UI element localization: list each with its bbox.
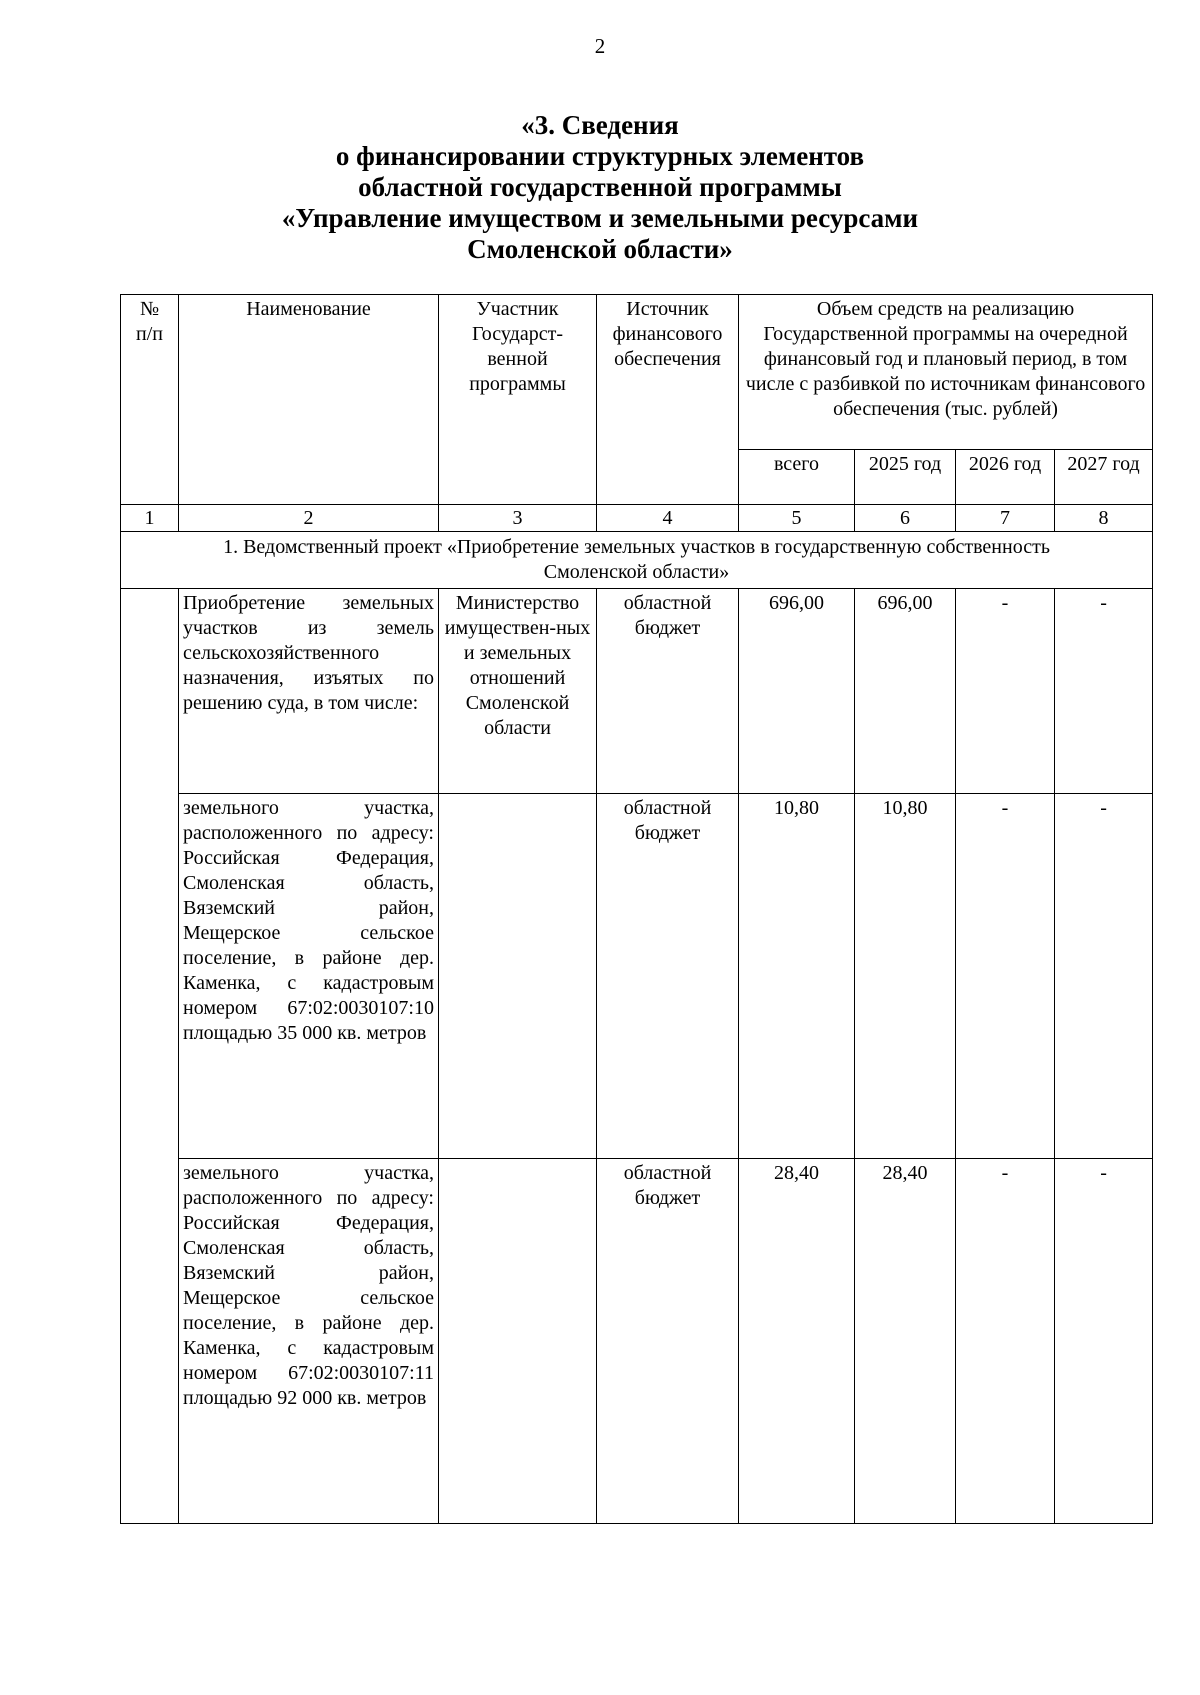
- row-2026: -: [956, 1159, 1055, 1524]
- row-source: областной бюджет: [597, 589, 739, 794]
- row-name: земельного участка, расположенного по адресу: Российская Федерация, Смоленская область, Вяземский район, Мещерское сельское поселение, в районе дер. Каменка, с кадастровым номером 67:02:0030107:10 площадью 35 000 кв. метров: [179, 794, 439, 1159]
- row-name: Приобретение земельных участков из земель сельскохозяйственного назначения, изъятых по решению суда, в том числе:: [179, 589, 439, 794]
- row-total: 10,80: [739, 794, 855, 1159]
- table-row: [121, 794, 1153, 1159]
- title-line-1: «3. Сведения: [521, 110, 679, 140]
- title-line-2: о финансировании структурных элементов: [335, 141, 865, 171]
- row-participant: [439, 1159, 597, 1524]
- row-num-cell: [121, 589, 179, 1524]
- header-name: Наименование: [179, 295, 439, 505]
- row-name: земельного участка, расположенного по адресу: Российская Федерация, Смоленская область, Вяземский район, Мещерское сельское поселение, в районе дер. Каменка, с кадастровым номером 67:02:0030107:11 площадью 92 000 кв. метров: [179, 1159, 439, 1524]
- project-row: [121, 532, 1153, 589]
- document-title: [0, 110, 1200, 265]
- column-number: 3: [439, 505, 597, 532]
- project-title: 1. Ведомственный проект «Приобретение земельных участков в государственную собственность Смоленской области»: [121, 532, 1153, 589]
- header-participant: Участник Государст-венной программы: [439, 295, 597, 505]
- column-number: 7: [956, 505, 1055, 532]
- row-total: 28,40: [739, 1159, 855, 1524]
- row-2026: -: [956, 589, 1055, 794]
- column-number: 1: [121, 505, 179, 532]
- row-participant: Министерство имуществен-ных и земельных отношений Смоленской области: [439, 589, 597, 794]
- row-2026: -: [956, 794, 1055, 1159]
- title-line-5: Смоленской области»: [467, 234, 733, 264]
- header-source: Источник финансового обеспечения: [597, 295, 739, 505]
- header-total: всего: [739, 450, 855, 505]
- column-number: 6: [855, 505, 956, 532]
- row-2027: -: [1055, 1159, 1153, 1524]
- row-source: областной бюджет: [597, 794, 739, 1159]
- header-2027: 2027 год: [1055, 450, 1153, 505]
- header-num: № п/п: [121, 295, 179, 505]
- row-source: областной бюджет: [597, 1159, 739, 1524]
- header-2025: 2025 год: [855, 450, 956, 505]
- column-number: 2: [179, 505, 439, 532]
- column-number-row: [121, 505, 1153, 532]
- title-line-3: областной государственной программы: [358, 172, 842, 202]
- header-row: [121, 295, 1153, 450]
- column-number: 4: [597, 505, 739, 532]
- row-total: 696,00: [739, 589, 855, 794]
- row-2025: 10,80: [855, 794, 956, 1159]
- page-number: 2: [594, 34, 606, 58]
- row-2027: -: [1055, 794, 1153, 1159]
- row-2027: -: [1055, 589, 1153, 794]
- title-line-4: «Управление имуществом и земельными ресурсами: [281, 203, 919, 233]
- header-2026: 2026 год: [956, 450, 1055, 505]
- column-number: 5: [739, 505, 855, 532]
- column-number: 8: [1055, 505, 1153, 532]
- table-row: [121, 1159, 1153, 1524]
- row-2025: 28,40: [855, 1159, 956, 1524]
- financing-table: [120, 294, 1153, 1524]
- header-volume: Объем средств на реализацию Государственной программы на очередной финансовый год и плановый период, в том числе с разбивкой по источникам финансового обеспечения (тыс. рублей): [739, 295, 1153, 450]
- row-participant: [439, 794, 597, 1159]
- row-2025: 696,00: [855, 589, 956, 794]
- table-row: [121, 589, 1153, 794]
